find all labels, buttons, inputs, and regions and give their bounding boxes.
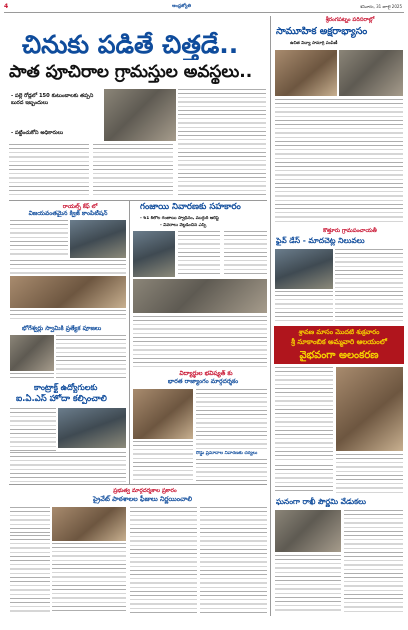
contract-headline-1: కాంట్రాక్ట్ ఉద్యోగులకు xyxy=(34,383,98,392)
contract-body-2 xyxy=(10,452,126,482)
main-bullet-2: - పట్టించుకోని అధికారులు xyxy=(11,130,63,136)
main-body-col3 xyxy=(178,152,266,196)
rakhi-photo xyxy=(275,510,341,552)
main-headline-2: పాత పూచిరాల గ్రామస్తుల అవస్థలు.. xyxy=(9,62,253,82)
masthead-rule xyxy=(4,12,404,13)
center2-body-1 xyxy=(196,389,267,449)
panchayat-photo xyxy=(275,249,333,289)
school-protest-photo xyxy=(52,507,126,541)
temple-headline-1: శ్రావణ మాసం మొదటి శుక్రవారం xyxy=(298,328,380,336)
brief1-body xyxy=(10,220,68,258)
center2-headline-2: భారత రాజ్యాంగం మార్గదర్శకం xyxy=(167,378,239,385)
contract-body-1 xyxy=(10,408,56,452)
masthead xyxy=(4,3,404,11)
bottom-left-headline-1: ప్రభుత్వ మార్గదర్శకాల ప్రకారం xyxy=(113,488,177,494)
right-mid-body-2 xyxy=(275,291,333,323)
right-bottom-body-1 xyxy=(344,510,403,613)
section-rule xyxy=(9,200,267,201)
contract-headline-2: ఐ.ఏ.ఎస్ హోదా కల్పించాలి xyxy=(16,394,107,404)
page-number: 4 xyxy=(4,3,9,10)
right-top-kicker: శ్రీరంగపట్నం పరిసరాల్లో xyxy=(325,17,375,23)
bottom-left-body-1 xyxy=(10,507,50,533)
main-body-right xyxy=(178,89,266,149)
right-bottom-body-2 xyxy=(275,555,341,613)
right-mid-body-1 xyxy=(335,249,403,323)
center3-headline: రోడ్డు ప్రమాదాల నివారణకు చర్యలు xyxy=(196,451,258,456)
center2-body-2 xyxy=(133,441,193,482)
right-top-headline: సామూహిక అక్షరాభ్యాసం xyxy=(276,26,368,37)
students-photo xyxy=(133,389,193,439)
brief1-body-3 xyxy=(10,310,126,322)
right-divider xyxy=(270,16,271,616)
center-subhead-1: - 61 కిలోల గంజాయి స్వాధీనం, ముగ్గురి అరెస్ట్ xyxy=(140,216,219,221)
temple-puja-photo xyxy=(10,335,54,371)
brief1-body-2 xyxy=(10,260,126,274)
center3-body xyxy=(196,459,267,482)
quiz-photo xyxy=(70,220,126,258)
main-bullet-1: - పల్లె రోడ్ల‌లో 150 కుటుంబాలకు తప్పని బురద ఇబ్బందులు xyxy=(11,93,94,106)
ganja-seized-photo xyxy=(133,231,175,277)
brief1-headline-1: రాయల్స్ కేఫ్ లో xyxy=(62,204,98,210)
muddy-road-photo xyxy=(104,89,176,141)
center2-headline-1: విద్యార్థుల భవిష్యత్ కు xyxy=(179,370,233,377)
bottom-rule xyxy=(9,484,267,485)
temple-body-2 xyxy=(336,454,403,494)
quiz-group-photo xyxy=(10,276,126,308)
paper-name: ఆంధ్రజ్యోతి xyxy=(172,4,192,9)
right-top-body xyxy=(275,99,403,223)
akshara-photo-1 xyxy=(275,50,337,96)
main-headline-1: చినుకు పడితే చిత్తడే.. xyxy=(22,30,239,59)
main-body-col1 xyxy=(9,144,89,196)
temple-body-3 xyxy=(275,465,333,494)
brief1-headline-2: విజయవంతమైన క్విజ్ కాంపిటీషన్ xyxy=(28,210,108,217)
brief2-body-2 xyxy=(10,373,54,381)
temple-body xyxy=(275,367,333,463)
center-subhead-2: - వివరాలు వెల్లడించిన ఎస్పీ xyxy=(160,223,207,228)
center-divider xyxy=(129,200,130,484)
ganja-press-photo xyxy=(133,279,267,313)
right-top-subhead: ఉచిత విద్యా సామాగ్రి పంపిణీ xyxy=(290,40,338,45)
center-body-1 xyxy=(178,231,220,277)
akshara-photo-2 xyxy=(339,50,403,96)
temple-headline-2: శ్రీ నూకాంబిక అమ్మవారి ఆలయంలో xyxy=(291,338,387,346)
right-mid-headline: ఫైవ్ డేస్ - మాదచెట్ల నిలువలు xyxy=(276,236,365,245)
center-body-2 xyxy=(224,231,267,277)
temple-banner xyxy=(274,326,404,364)
bottom-left-body-3 xyxy=(52,543,126,613)
contract-photo xyxy=(58,408,126,448)
center-headline: గంజాయి నివారణకు సహకారం xyxy=(140,202,241,212)
bottom-left-body-4 xyxy=(130,507,197,613)
bottom-left-headline-2: ప్రైవేట్ పాఠశాలల ఫీజులు నిర్ణయించాలి xyxy=(93,495,192,503)
right-bottom-headline: ఘనంగా రాఖీ పౌర్ణమి వేడుకలు xyxy=(276,497,366,506)
right-mid-kicker: కొత్తూరు గ్రామపంచాయతీ xyxy=(323,228,377,234)
main-body-col2 xyxy=(93,144,173,196)
masthead-date: శనివారం, 31 జూలై 2025 xyxy=(359,4,402,9)
brief2-body xyxy=(56,335,126,379)
goddess-photo xyxy=(336,367,403,451)
brief2-headline: భోగేశ్వర్లు స్వామికి ప్రత్యేక పూజలు xyxy=(22,325,102,332)
center-body-3 xyxy=(133,316,267,368)
bottom-left-body-5 xyxy=(200,507,267,613)
temple-headline-3: వైభవంగా అలంకరణ xyxy=(299,350,379,361)
bottom-left-body-2 xyxy=(10,535,50,613)
